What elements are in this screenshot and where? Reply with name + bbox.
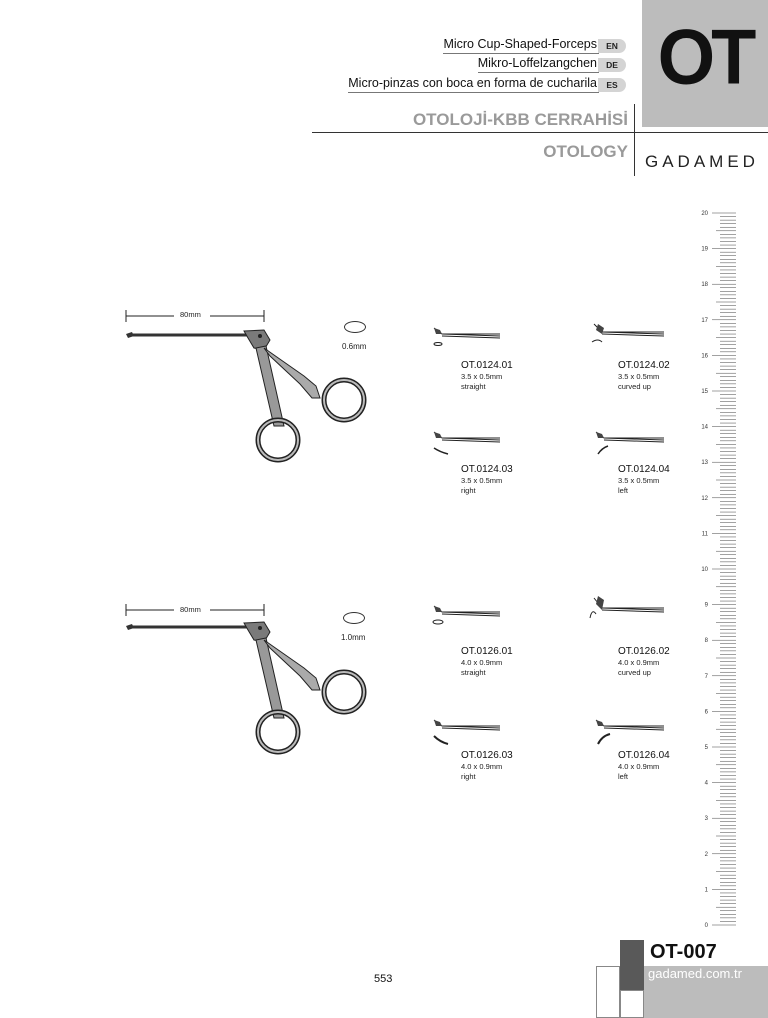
product-code: OT.0126.02 [618, 646, 670, 657]
measurement-ruler [690, 205, 740, 935]
header-divider [312, 132, 768, 133]
ruler-label: 20 [701, 211, 708, 217]
ruler-label: 12 [701, 495, 708, 502]
tip-size-label-1: 0.6mm [342, 342, 367, 351]
page-code: OT-007 [650, 941, 717, 963]
product-spec: 3.5 x 0.5mm [618, 372, 660, 381]
ruler-label: 14 [701, 424, 708, 431]
ruler-label: 4 [704, 780, 708, 787]
ruler-label: 17 [701, 317, 708, 324]
ruler-label: 13 [701, 460, 708, 467]
ruler-label: 1 [704, 887, 708, 894]
website-link[interactable]: gadamed.com.tr [648, 966, 742, 981]
ruler-label: 3 [704, 816, 708, 823]
product-spec: 4.0 x 0.9mm [618, 658, 660, 667]
length-label-2: 80mm [180, 605, 201, 614]
tip-size-icon-1 [344, 321, 366, 333]
ruler-label: 15 [701, 389, 708, 395]
lang-badge-en: EN [598, 39, 626, 53]
product-direction: right [461, 772, 476, 781]
variant-ot-0126-03 [461, 750, 591, 782]
category-code: OT [657, 12, 753, 101]
variant-ot-0126-01 [461, 646, 591, 678]
product-spec: 3.5 x 0.5mm [618, 476, 660, 485]
product-code: OT.0126.03 [461, 750, 513, 761]
ruler-label: 16 [701, 353, 708, 360]
ruler-label: 11 [701, 531, 708, 538]
tip-left-icon [592, 716, 668, 746]
ruler-label: 5 [704, 745, 708, 751]
tip-curved-up-icon [588, 322, 668, 348]
ruler-label: 9 [704, 602, 708, 609]
lang-badge-es: ES [598, 78, 626, 92]
product-code: OT.0126.04 [618, 750, 670, 761]
ruler-label: 10 [701, 567, 708, 573]
product-direction: left [618, 486, 629, 495]
product-direction: curved up [618, 382, 651, 391]
product-direction: straight [461, 668, 486, 677]
ruler-label: 0 [704, 923, 708, 929]
tip-straight-icon [430, 324, 504, 350]
variant-ot-0124-01 [461, 360, 591, 392]
ruler-label: 6 [704, 709, 708, 716]
product-code: OT.0124.02 [618, 360, 670, 371]
section-title-tr: OTOLOJİ-KBB CERRAHİSİ [412, 110, 628, 129]
product-spec: 4.0 x 0.9mm [618, 762, 660, 771]
product-code: OT.0124.03 [461, 464, 513, 475]
ruler-label: 7 [704, 673, 708, 680]
product-spec: 3.5 x 0.5mm [461, 372, 503, 381]
brand-logo: GADAMED [645, 152, 759, 171]
ruler-label: 2 [704, 851, 708, 858]
title-es: Micro-pinzas con boca en forma de cucharila [348, 76, 597, 90]
logo-divider [634, 104, 635, 176]
ruler-label: 18 [701, 282, 708, 289]
tip-right-icon [430, 428, 504, 458]
lang-badge-de: DE [598, 58, 626, 72]
product-code: OT.0126.01 [461, 646, 513, 657]
page-number: 553 [374, 973, 393, 985]
tip-straight-icon [430, 602, 504, 628]
forceps-illustration-1 [124, 326, 374, 466]
variant-ot-0124-03 [461, 464, 591, 496]
tip-size-icon-2 [343, 612, 365, 624]
product-code: OT.0124.04 [618, 464, 670, 475]
ruler-label: 19 [701, 246, 708, 253]
product-spec: 3.5 x 0.5mm [461, 476, 503, 485]
section-title-en: OTOLOGY [543, 142, 628, 161]
footer-deco-square [596, 966, 620, 1018]
forceps-illustration-2 [124, 618, 374, 758]
ruler-label: 8 [704, 638, 708, 645]
product-direction: left [618, 772, 629, 781]
length-label-1: 80mm [180, 310, 201, 319]
category-box [642, 0, 768, 127]
product-code: OT.0124.01 [461, 360, 513, 371]
product-direction: curved up [618, 668, 651, 677]
tip-size-label-2: 1.0mm [341, 633, 366, 642]
tip-curved-up-icon [588, 596, 668, 622]
footer-deco-square [620, 990, 644, 1018]
tip-left-icon [592, 428, 668, 458]
tip-right-icon [430, 716, 504, 746]
title-en: Micro Cup-Shaped-Forceps [443, 37, 597, 51]
product-direction: right [461, 486, 476, 495]
product-spec: 4.0 x 0.9mm [461, 762, 503, 771]
title-de: Mikro-Loffelzangchen [478, 56, 597, 70]
product-direction: straight [461, 382, 486, 391]
product-spec: 4.0 x 0.9mm [461, 658, 503, 667]
